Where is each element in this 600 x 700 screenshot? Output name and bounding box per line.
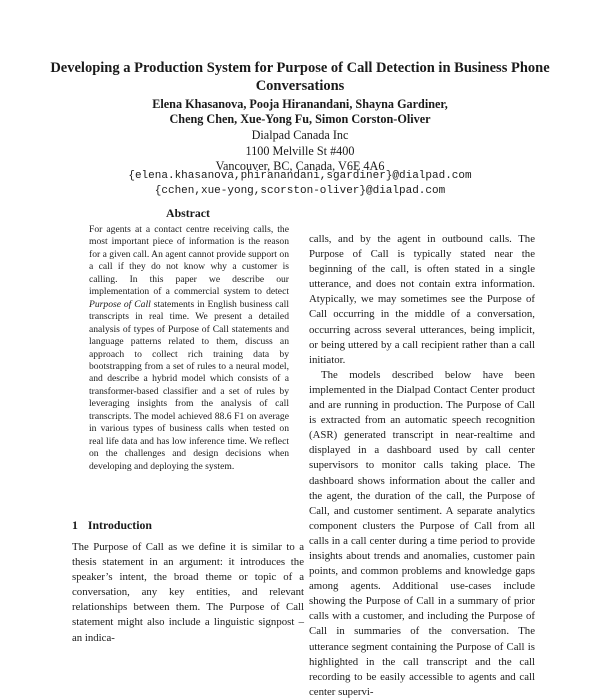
abstract-text-part-2: statements in English business call transcripts in real time. We present a detailed analysis of types of Purpose of Call statements and language patterns related to them, discuss an approach to collect rich training data by bootstrapping from a set of rules to a neural model, and describe a hybrid model which consists of a transformer-based classifier and a set of rules by leveraging insights from the analysis of call transcripts. The model achieved 88.6 F1 on average in various types of business calls when tested on real life data and has low inference time. We reflect on the challenges and design decisions when developing and deploying the system. [89,298,289,472]
paper-title: Developing a Production System for Purpose of Call Detection in Business Phone Conversations [50,60,550,94]
authors-line-1: Elena Khasanova, Pooja Hiranandani, Shayna Gardiner, [152,97,448,111]
abstract-italic-term: Purpose of Call [89,298,151,310]
abstract-text [89,224,289,473]
authors-line-2: Cheng Chen, Xue-Yong Fu, Simon Corston-Oliver [169,112,431,126]
email-line-1: {elena.khasanova,phiranandani,sgardiner}@dialpad.com [128,170,472,182]
right-column [309,232,535,700]
abstract-text-part-1: For agents at a contact centre receiving calls, the most important piece of information is the reason for a given call. An agent cannot provide support on a call if they do not know why a customer is calling. In this paper we describe our implementation of a commercial system to detect [89,224,289,298]
email-line-2: {cchen,xue-yong,scorston-oliver}@dialpad.com [154,185,446,197]
affiliation-org: Dialpad Canada Inc [251,128,349,142]
affiliation-city: Vancouver, BC, Canada, V6E 4A6 [215,159,385,173]
section-title: Introduction [87,518,152,532]
abstract-heading: Abstract [166,206,210,220]
introduction-heading [72,518,152,533]
section-number: 1 [72,518,78,532]
author-list [40,97,560,127]
right-column-paragraph-2: The models described below have been implemented in the Dialpad Contact Center product and are running in production. The Purpose of Call is extracted from an automatic speech recognition (ASR) generated transcript in near-realtime and displayed in a dashboard used by call center supervisors to monitor calls taking place. The dashboard shows information about the caller and the agent, the duration of the call, the Purpose of Call, and customer sentiment. A separate analytics component clusters the Purpose of Call from all calls in a call center during a time period to provide insights about trends and anomalies, customer pain points, and common problems and knowledge gaps among agents. Additional use-cases include showing the Purpose of Call in a summary of prior calls with a customer, and including the Purpose of Call in summaries of the conversation. The utterance segment containing the Purpose of Call is highlighted in the call transcript and the call recording to be easily accessible to agents and call center supervi- [309,368,535,698]
affiliation-street: 1100 Melville St #400 [245,143,355,158]
affiliation [40,128,560,175]
right-column-paragraph-1: calls, and by the agent in outbound calls. The Purpose of Call is typically stated near the beginning of the call, is often stated in a single utterance, and does not contain extra information. Atypically, we may sometimes see the Purpose of Call occurring in the middle of a conversation, occurring across several utterances, being implicit, or being uttered by a call recipient rather than a call initiator. [309,233,535,366]
introduction-text: The Purpose of Call as we define it is similar to a thesis statement in an argument: it introduces the speaker’s intent, the broad theme or topic of a conversation, any key entities, and relevant relationships between them. The Purpose of Call statement might also include a linguistic signpost – an indica- [72,541,304,644]
author-emails [40,169,560,199]
